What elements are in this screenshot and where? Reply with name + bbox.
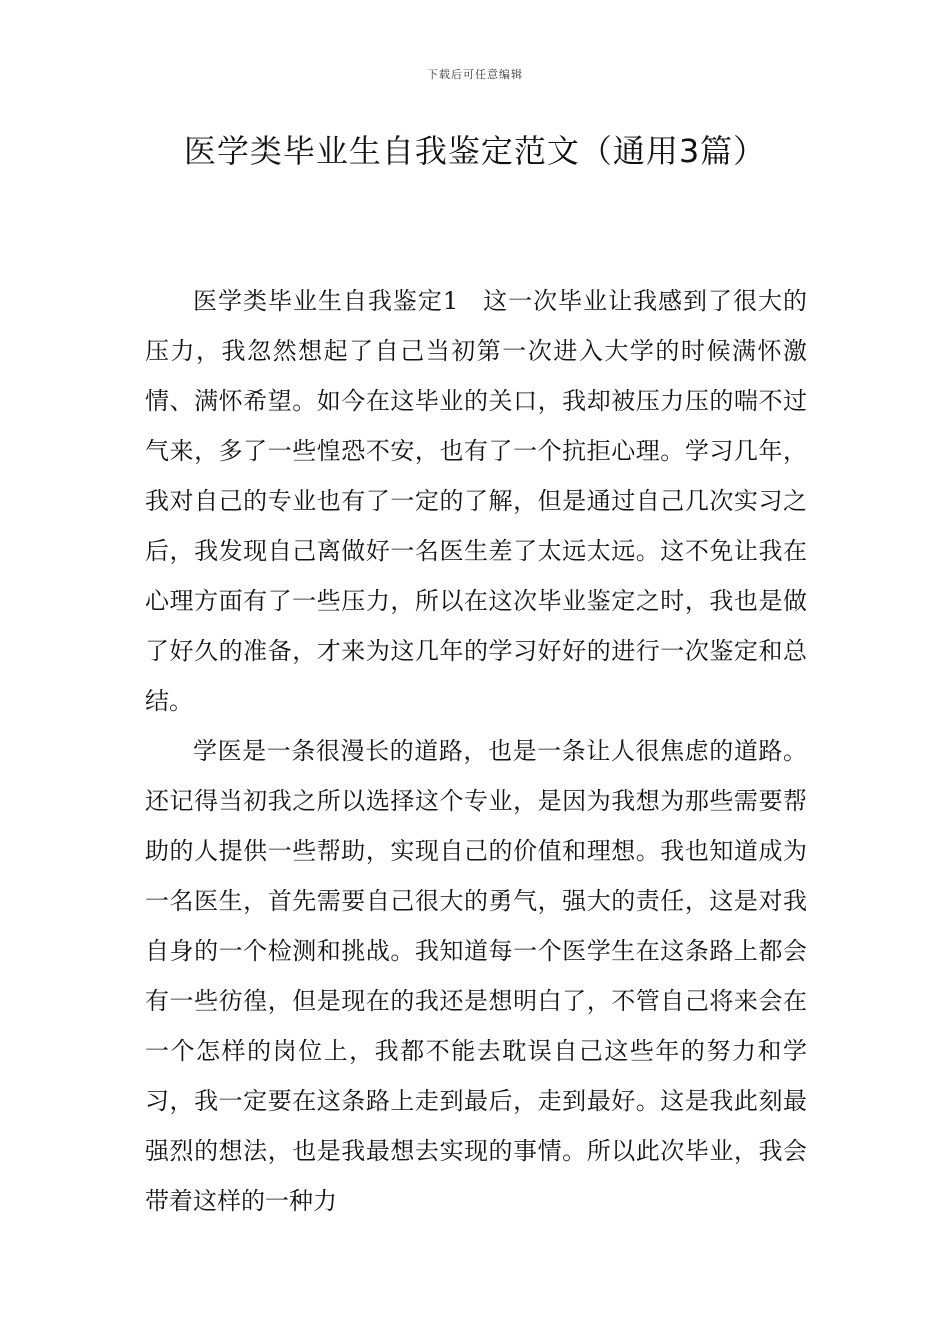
section-heading: 医学类毕业生自我鉴定1 xyxy=(193,287,459,315)
page-title: 医学类毕业生自我鉴定范文（通用3篇） xyxy=(183,132,767,170)
paragraph-2: 学医是一条很漫长的道路，也是一条让人很焦虑的道路。还记得当初我之所以选择这个专业，是因为我想为那些需要帮助的人提供一些帮助，实现自己的价值和理想。我也知道成为一名医生，首先需要自己很大的勇气，强大的责任，这是对我自身的一个检测和挑战。我知道每一个医学生在这条路上都会有一些彷徨，但是现在的我还是想明白了，不管自己将来会在一个怎样的岗位上，我都不能去耽误自己这些年的努力和学习，我一定要在这条路上走到最后，走到最好。这是我此刻最强烈的想法，也是我最想去实现的事情。所以此次毕业，我会带着这样的一种力 xyxy=(145,737,807,1215)
paragraph-1 xyxy=(145,276,807,726)
document-body xyxy=(145,276,807,1226)
paragraph-text: 这一次毕业让我感到了很大的压力，我忽然想起了自己当初第一次进入大学的时候满怀激情、满怀希望。如今在这毕业的关口，我却被压力压的喘不过气来，多了一些惶恐不安，也有了一个抗拒心理。学习几年，我对自己的专业也有了一定的了解，但是通过自己几次实习之后，我发现自己离做好一名医生差了太远太远。这不免让我在心理方面有了一些压力，所以在这次毕业鉴定之时，我也是做了好久的准备，才来为这几年的学习好好的进行一次鉴定和总结。 xyxy=(145,287,807,715)
header-note: 下载后可任意编辑 xyxy=(427,68,523,81)
